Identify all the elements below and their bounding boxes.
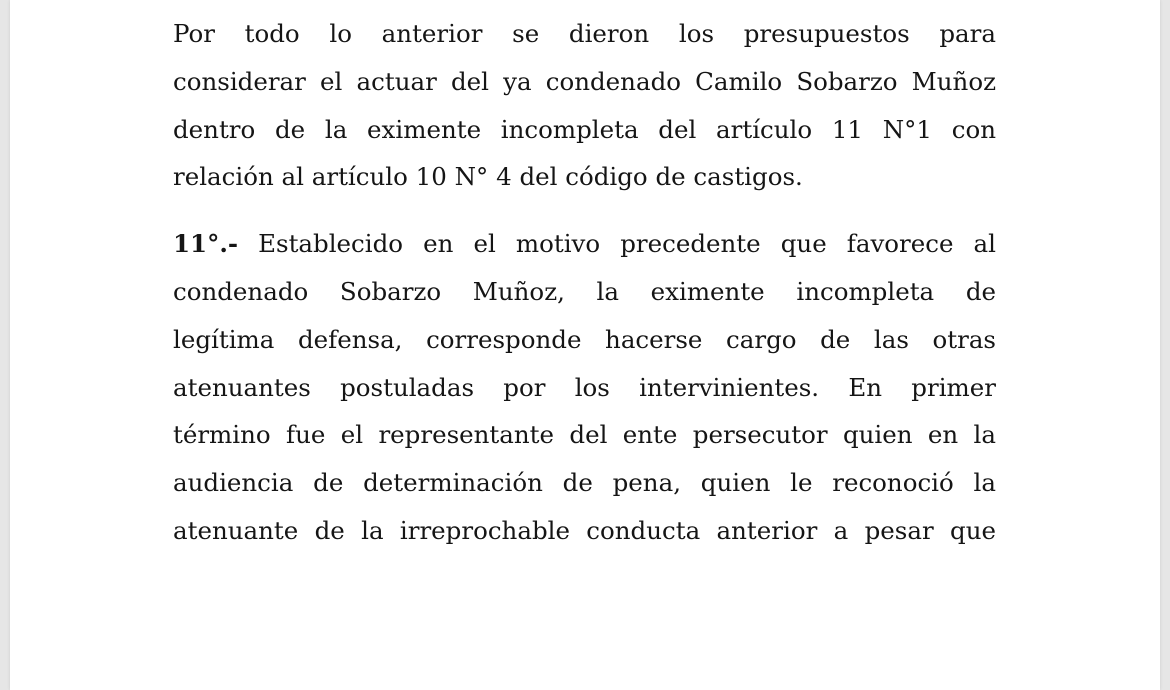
paragraph-11-line-4: atenuantes postuladas por los intervinientes. En primer — [173, 372, 996, 402]
paragraph-gap — [173, 201, 996, 220]
paragraph-1-line-1: Por todo lo anterior se dieron los presupuestos para — [173, 19, 996, 48]
document-text — [173, 10, 996, 555]
paragraph-11-line-5: término fue el representante del ente persecutor quien en la — [173, 420, 996, 450]
paragraph-11-line-1 — [173, 220, 996, 268]
paragraph-11-line-3: legítima defensa, corresponde hacerse cargo de las otras — [173, 324, 996, 354]
paragraph-11-line-7: atenuante de la irreprochable conducta anterior a pesar que — [173, 515, 996, 545]
document-page — [10, 0, 1160, 690]
paragraph-1-line-3: dentro de la eximente incompleta del artículo 11 N°1 con — [173, 114, 996, 144]
paragraph-11-line-6: audiencia de determinación de pena, quien le reconoció la — [173, 468, 996, 498]
section-number: 11°.- — [173, 229, 239, 259]
paragraph-11-line-2: condenado Sobarzo Muñoz, la eximente incompleta de — [173, 276, 996, 306]
paragraph-11-line-1-text: Establecido en el motivo precedente que favorece al — [238, 229, 996, 259]
paragraph-1 — [173, 10, 996, 201]
paragraph-1-line-4: relación al artículo 10 N° 4 del código de castigos. — [173, 162, 803, 192]
paragraph-1-line-2: considerar el actuar del ya condenado Camilo Sobarzo Muñoz — [173, 66, 996, 96]
paragraph-11 — [173, 220, 996, 555]
